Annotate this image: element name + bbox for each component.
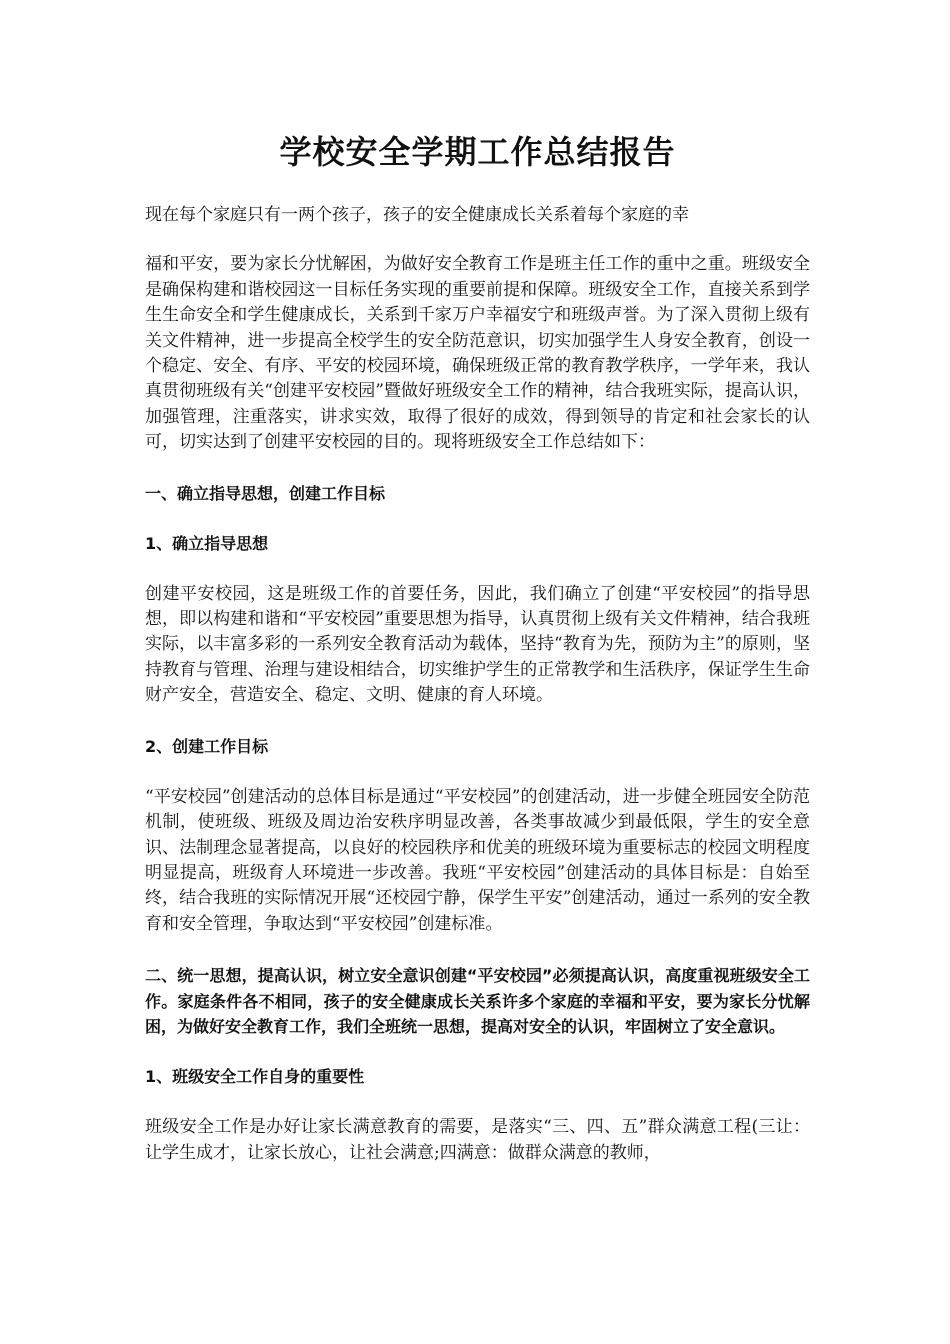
subsection-3-paragraph: 班级安全工作是办好让家长满意教育的需要，是落实“三、四、五”群众满意工程(三让：让学生成才，让家长放心，让社会满意;四满意：做群众满意的教师，: [145, 1117, 810, 1163]
document-title: 学校安全学期工作总结报告: [279, 133, 676, 171]
subsection-3-heading: 1、班级安全工作自身的重要性: [145, 1067, 365, 1087]
subsection-2-paragraph: “平安校园”创建活动的总体目标是通过“平安校园”的创建活动，进一步健全班园安全防范机制，使班级、班级及周边治安秩序明显改善，各类事故减少到最低限，学生的安全意识、法制理念显著提高，以良好的校园秩序和优美的班级环境为重要标志的校园文明程度明显提高，班级育人环境进一步改善。我班“平安校园”创建活动的具体目标是：自始至终，结合我班的实际情况开展“还校园宁静，保学生平安”创建活动，通过一系列的安全教育和安全管理，争取达到“平安校园”创建标准。: [145, 786, 810, 934]
subsection-1-heading: 1、确立指导思想: [145, 533, 269, 553]
subsection-1-paragraph: 创建平安校园，这是班级工作的首要任务，因此，我们确立了创建“平安校园”的指导思想，即以构建和谐和“平安校园”重要思想为指导，认真贯彻上级有关文件精神，结合我班实际，以丰富多彩的一系列安全教育活动为载体，坚持“教育为先，预防为主”的原则，坚持教育与管理、治理与建设相结合，切实维护学生的正常教学和生活秩序，保证学生生命财产安全，营造安全、稳定、文明、健康的育人环境。: [145, 583, 810, 706]
lead-paragraph: 现在每个家庭只有一两个孩子，孩子的安全健康成长关系着每个家庭的幸: [145, 205, 689, 225]
intro-paragraph: 福和平安，要为家长分忧解困，为做好安全教育工作是班主任工作的重中之重。班级安全是确保构建和谐校园这一目标任务实现的重要前提和保障。班级安全工作，直接关系到学生生命安全和学生健康成长，关系到千家万户幸福安宁和班级声誉。为了深入贯彻上级有关文件精神，进一步提高全校学生的安全防范意识，切实加强学生人身安全教育，创设一个稳定、安全、有序、平安的校园环境，确保班级正常的教育教学秩序，一学年来，我认真贯彻班级有关“创建平安校园”暨做好班级安全工作的精神，结合我班实际，提高认识，加强管理，注重落实，讲求实效，取得了很好的成效，得到领导的肯定和社会家长的认可，切实达到了创建平安校园的目的。现将班级安全工作总结如下：: [145, 254, 810, 453]
subsection-2-heading: 2、创建工作目标: [145, 736, 269, 756]
section-2-paragraph: 二、统一思想，提高认识，树立安全意识创建“平安校园”必须提高认识，高度重视班级安全工作。家庭条件各不相同，孩子的安全健康成长关系许多个家庭的幸福和平安，要为家长分忧解困，为做好安全教育工作，我们全班统一思想，提高对安全的认识，牢固树立了安全意识。: [145, 966, 810, 1036]
section-1-heading: 一、确立指导思想，创建工作目标: [145, 483, 386, 503]
document-body: [145, 128, 810, 1166]
